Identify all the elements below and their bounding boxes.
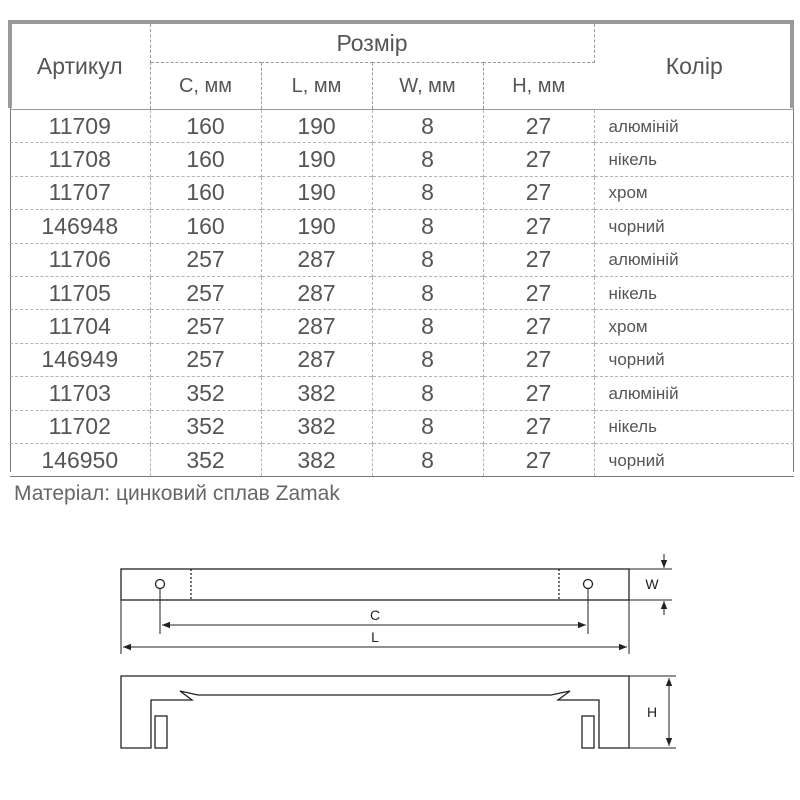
table-row (10, 276, 794, 309)
table-row (10, 243, 794, 276)
cell-article: 11707 (10, 176, 150, 209)
spec-table (10, 24, 794, 477)
cell-article: 146948 (10, 210, 150, 243)
cell-size-l: 287 (261, 276, 372, 309)
dimension-h-label: H (646, 704, 658, 720)
cell-color: хром (608, 183, 648, 203)
cell-size-l: 382 (261, 377, 372, 410)
cell-size-l: 190 (261, 110, 372, 143)
header-size-h: H, мм (512, 74, 566, 97)
header-size-w: W, мм (372, 63, 483, 110)
dimension-w-label: W (645, 576, 659, 592)
table-row (10, 377, 794, 410)
mount-hole-left-icon (156, 580, 165, 589)
drawing-top-view (121, 554, 672, 654)
cell-size-h: 27 (483, 243, 594, 276)
cell-size-w: 8 (372, 176, 483, 209)
side-view-post-right (582, 716, 594, 748)
cell-color: алюміній (608, 383, 679, 403)
cell-size-c: 352 (150, 443, 261, 476)
cell-article: 146949 (10, 343, 150, 376)
cell-size-h: 27 (483, 143, 594, 176)
cell-size-l: 382 (261, 443, 372, 476)
cell-size-w: 8 (372, 210, 483, 243)
cell-article: 11702 (10, 410, 150, 443)
cell-article: 11703 (10, 377, 150, 410)
header-article: Артикул (10, 24, 150, 110)
cell-size-h: 27 (483, 276, 594, 309)
table-row (10, 343, 794, 376)
cell-size-c: 160 (150, 110, 261, 143)
cell-size-c: 352 (150, 377, 261, 410)
cell-article: 11708 (10, 143, 150, 176)
cell-article: 11706 (10, 243, 150, 276)
cell-size-c: 160 (150, 176, 261, 209)
cell-size-c: 257 (150, 243, 261, 276)
cell-size-h: 27 (483, 410, 594, 443)
cell-size-h: 27 (483, 343, 594, 376)
table-body (10, 110, 794, 477)
cell-article: 11705 (10, 276, 150, 309)
table-header (10, 24, 794, 110)
cell-color: нікель (608, 283, 657, 303)
handle-technical-drawing (0, 540, 800, 800)
side-view-post-left (155, 716, 167, 748)
mount-hole-right-icon (584, 580, 593, 589)
cell-size-h: 27 (483, 110, 594, 143)
cell-size-l: 190 (261, 210, 372, 243)
table-row (10, 310, 794, 343)
cell-color: алюміній (608, 116, 679, 136)
cell-size-c: 257 (150, 343, 261, 376)
table-row (10, 210, 794, 243)
table-row (10, 110, 794, 143)
cell-size-l: 190 (261, 176, 372, 209)
cell-size-l: 382 (261, 410, 372, 443)
cell-size-h: 27 (483, 210, 594, 243)
cell-size-c: 160 (150, 143, 261, 176)
dimension-c-label: C (369, 607, 381, 623)
cell-size-w: 8 (372, 377, 483, 410)
cell-article: 11704 (10, 310, 150, 343)
cell-size-h: 27 (483, 176, 594, 209)
cell-article: 11709 (10, 110, 150, 143)
cell-color: нікель (608, 417, 657, 437)
cell-size-h: 27 (483, 443, 594, 476)
cell-size-w: 8 (372, 276, 483, 309)
header-size-group: Розмір (150, 24, 594, 63)
cell-size-l: 287 (261, 310, 372, 343)
side-view-outline (121, 676, 629, 748)
cell-size-c: 352 (150, 410, 261, 443)
cell-color: чорний (608, 216, 665, 236)
top-view-outline (121, 569, 629, 600)
cell-color: чорний (608, 450, 665, 470)
cell-size-w: 8 (372, 110, 483, 143)
cell-color: хром (608, 317, 648, 337)
header-color: Колір (665, 53, 723, 79)
cell-size-h: 27 (483, 310, 594, 343)
cell-size-w: 8 (372, 443, 483, 476)
cell-size-w: 8 (372, 143, 483, 176)
cell-size-l: 287 (261, 343, 372, 376)
cell-color: алюміній (608, 250, 679, 270)
table-row (10, 443, 794, 476)
cell-size-l: 190 (261, 143, 372, 176)
cell-size-c: 257 (150, 276, 261, 309)
cell-size-w: 8 (372, 410, 483, 443)
header-size-l: L, мм (261, 63, 372, 110)
table-row (10, 143, 794, 176)
cell-size-l: 287 (261, 243, 372, 276)
cell-color: нікель (608, 150, 657, 170)
material-note: Матеріал: цинковий сплав Zamak (14, 482, 340, 505)
cell-size-w: 8 (372, 343, 483, 376)
cell-size-w: 8 (372, 243, 483, 276)
dimension-l-label: L (371, 629, 379, 645)
cell-size-w: 8 (372, 310, 483, 343)
table-row (10, 176, 794, 209)
drawing-side-view (121, 676, 676, 748)
header-size-c: C, мм (150, 63, 261, 110)
table-row (10, 410, 794, 443)
cell-size-c: 257 (150, 310, 261, 343)
cell-size-h: 27 (483, 377, 594, 410)
cell-article: 146950 (10, 443, 150, 476)
cell-color: чорний (608, 350, 665, 370)
cell-size-c: 160 (150, 210, 261, 243)
